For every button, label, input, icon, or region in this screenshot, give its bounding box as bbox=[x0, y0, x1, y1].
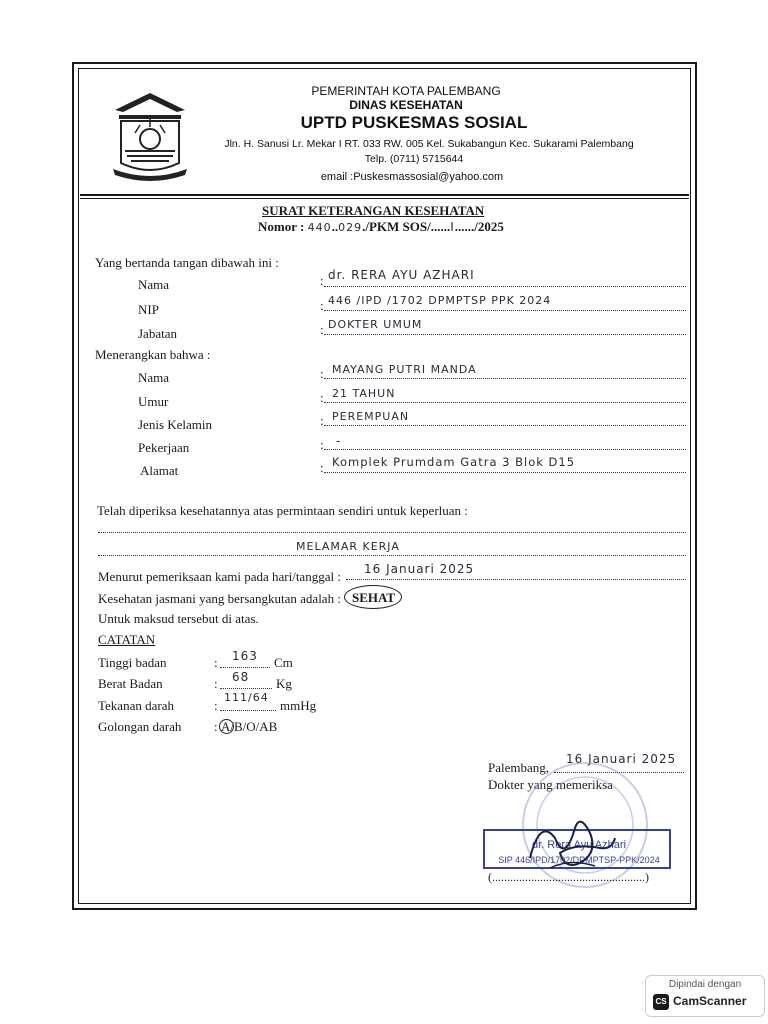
weight-label: Berat Badan bbox=[98, 676, 163, 691]
signature-parenthesis: (...................................................) bbox=[488, 870, 649, 884]
catatan-heading: CATATAN bbox=[98, 632, 156, 647]
signer-jabatan-label: Jabatan bbox=[138, 326, 177, 341]
signature-role: Dokter yang memeriksa bbox=[488, 777, 613, 792]
height-unit: Cm bbox=[274, 655, 293, 670]
signer-name-value: dr. RERA AYU AZHARI bbox=[328, 268, 475, 282]
exam-date-value: 16 Januari 2025 bbox=[364, 562, 475, 576]
patient-name-value: MAYANG PUTRI MANDA bbox=[332, 363, 477, 376]
header-divider-thin bbox=[80, 198, 689, 199]
health-value: SEHAT bbox=[352, 590, 396, 605]
height-value: 163 bbox=[232, 649, 258, 663]
weight-unit: Kg bbox=[276, 676, 292, 691]
patient-job-value: - bbox=[336, 434, 342, 448]
blood-pressure-unit: mmHg bbox=[280, 698, 317, 713]
doctor-signature bbox=[520, 808, 620, 878]
signer-nip-value: 446 /IPD /1702 DPMPTSP PPK 2024 bbox=[328, 294, 552, 307]
signer-intro: Yang bertanda tangan dibawah ini : bbox=[95, 255, 279, 270]
weight-value: 68 bbox=[232, 670, 250, 684]
signature-place: Palembang, bbox=[488, 760, 550, 775]
patient-job-label: Pekerjaan bbox=[138, 440, 190, 455]
patient-address-value: Komplek Prumdam Gatra 3 Blok D15 bbox=[332, 455, 576, 469]
unit-name: UPTD PUSKESMAS SOSIAL bbox=[300, 113, 528, 132]
address: Jln. H. Sanusi Lr. Mekar I RT. 033 RW. 005 Kel. Sukabangun Kec. Sukarami Palembang bbox=[224, 138, 634, 150]
document-number: Nomor : 440..029./PKM SOS/......I....../2025 bbox=[258, 219, 504, 234]
health-label: Kesehatan jasmani yang bersangkutan adalah : bbox=[98, 591, 341, 606]
signer-jabatan-value: DOKTER UMUM bbox=[328, 318, 423, 331]
patient-address-label: Alamat bbox=[140, 463, 179, 478]
email: email :Puskesmassosial@yahoo.com bbox=[320, 171, 504, 183]
patient-name-label: Nama bbox=[138, 370, 170, 385]
patient-age-value: 21 TAHUN bbox=[332, 387, 396, 400]
purpose-intro: Telah diperiksa kesehatannya atas permintaan sendiri untuk keperluan : bbox=[97, 503, 468, 518]
patient-intro: Menerangkan bahwa : bbox=[95, 347, 211, 362]
patient-gender-label: Jenis Kelamin bbox=[138, 417, 213, 432]
header-divider bbox=[80, 194, 689, 196]
purpose-value: MELAMAR KERJA bbox=[296, 540, 400, 553]
document-title: SURAT KETERANGAN KESEHATAN bbox=[262, 203, 485, 218]
signature-date: 16 Januari 2025 bbox=[566, 752, 677, 766]
gov-name: PEMERINTAH KOTA PALEMBANG bbox=[311, 84, 501, 98]
dept-name: DINAS KESEHATAN bbox=[349, 98, 463, 112]
blood-pressure-value: 111/64 bbox=[224, 691, 269, 704]
blood-type-label: Golongan darah bbox=[98, 719, 182, 734]
blood-type-value: A/B/O/AB bbox=[221, 719, 278, 734]
purpose-note: Untuk maksud tersebut di atas. bbox=[98, 611, 259, 626]
stamp-sip-number: SIP 446/IPD/1702/DPMPTSP-PPK/2024 bbox=[498, 855, 660, 865]
patient-gender-value: PEREMPUAN bbox=[332, 410, 410, 423]
scanner-brand: CamScanner bbox=[673, 994, 747, 1008]
signer-nip-label: NIP bbox=[138, 302, 159, 317]
phone: Telp. (0711) 5715644 bbox=[364, 153, 464, 165]
scanner-caption: Dipindai dengan bbox=[668, 979, 742, 990]
stamp-doctor-name: dr. Rera Ayu Azhari bbox=[532, 839, 626, 851]
camscanner-badge bbox=[645, 975, 765, 1017]
camscanner-logo-icon: CS bbox=[653, 994, 669, 1010]
signer-name-label: Nama bbox=[138, 277, 170, 292]
blood-pressure-label: Tekanan darah bbox=[98, 698, 174, 713]
height-label: Tinggi badan bbox=[98, 655, 167, 670]
patient-age-label: Umur bbox=[138, 394, 169, 409]
exam-date-label: Menurut pemeriksaan kami pada hari/tanggal : bbox=[98, 569, 341, 584]
